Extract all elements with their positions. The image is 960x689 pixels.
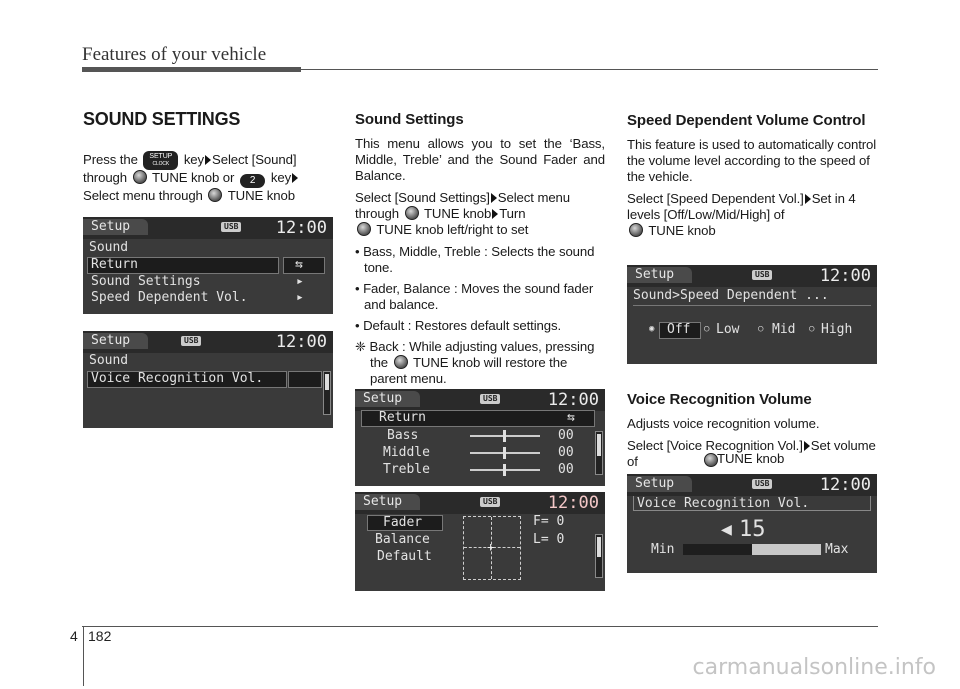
column-speed-dependent <box>627 112 878 239</box>
menu-item-return: Return <box>379 410 426 425</box>
arrow-right-icon <box>292 173 298 183</box>
arrow-right-icon <box>205 155 211 165</box>
menu-item-default: Default <box>377 549 432 564</box>
section-heading: SOUND SETTINGS <box>83 109 241 129</box>
watermark: carmanualsonline.info <box>692 655 936 680</box>
volume-bar-fill <box>683 544 752 555</box>
volume-bar <box>683 544 821 555</box>
menu-item-speed-dependent: Speed Dependent Vol. <box>91 290 248 305</box>
menu-item-voice-recognition: Voice Recognition Vol. <box>91 371 264 386</box>
footer-divider <box>83 626 84 686</box>
fader-value: F= 0 <box>533 514 565 529</box>
list-item: • Bass, Middle, Treble : Selects the sound tone. <box>355 244 595 275</box>
display-screen-fader-balance <box>355 492 605 591</box>
chevron-right-icon: ▸ <box>296 274 304 289</box>
display-screen-speed-dependent <box>627 265 877 364</box>
usb-badge: USB <box>181 336 201 346</box>
usb-badge: USB <box>480 394 500 404</box>
arrow-right-icon <box>492 209 498 219</box>
arrow-right-icon <box>805 194 811 204</box>
column-sound-settings <box>355 111 605 387</box>
return-arrow-icon: ⇆ <box>567 410 575 425</box>
screen-title: Sound>Speed Dependent ... <box>633 288 829 303</box>
tone-value-middle: 00 <box>558 445 574 460</box>
bass-slider-knob <box>503 430 506 442</box>
column-sound-settings-intro <box>83 111 335 204</box>
tune-knob-icon <box>208 188 222 202</box>
header-rule-thin <box>301 69 878 70</box>
return-arrow-icon: ⇆ <box>295 257 303 272</box>
usb-badge: USB <box>221 222 241 232</box>
tune-knob-icon <box>133 170 147 184</box>
display-screen-tone <box>355 389 605 486</box>
tune-knob-icon <box>405 206 419 220</box>
screen-tab: Setup <box>627 267 692 283</box>
screen-clock: 12:00 <box>819 266 871 286</box>
instruction-line-3: Select menu through TUNE knob <box>83 188 295 203</box>
list-item: • Default : Restores default settings. <box>355 318 562 333</box>
section-heading: Speed Dependent Volume Control <box>627 112 866 129</box>
tone-label-treble: Treble <box>383 462 430 477</box>
chevron-right-icon: ▸ <box>296 290 304 305</box>
screen-clock: 12:00 <box>547 390 599 410</box>
option-low: Low <box>716 322 740 337</box>
option-off: Off <box>667 322 691 337</box>
crosshair-icon: + <box>487 540 495 554</box>
volume-min-label: Min <box>651 542 675 557</box>
radio-selected-icon: ◉ <box>649 324 655 334</box>
display-screen-voice-menu <box>83 331 333 428</box>
option-mid: Mid <box>772 322 796 337</box>
screen-scrollbar <box>595 534 603 578</box>
tune-knob-icon <box>357 222 371 236</box>
usb-badge: USB <box>480 497 500 507</box>
screen-tab: Setup <box>83 219 148 235</box>
screen-clock: 12:00 <box>275 218 327 238</box>
screen-scrollbar <box>323 371 331 415</box>
speaker-icon: ◀ <box>721 519 732 540</box>
paragraph: Adjusts voice recognition volume. <box>627 416 820 431</box>
key-2-icon: 2 <box>240 174 265 188</box>
usb-badge: USB <box>752 479 772 489</box>
volume-max-label: Max <box>825 542 849 557</box>
tone-value-treble: 00 <box>558 462 574 477</box>
radio-icon: ○ <box>704 324 710 334</box>
footer-rule <box>82 626 878 627</box>
paragraph: This feature is used to automatically control the volume level according to the speed of the vehicle. <box>627 137 877 184</box>
screen-scrollbar <box>595 431 603 475</box>
option-high: High <box>821 322 853 337</box>
screen-tab: Setup <box>355 494 420 510</box>
menu-item-fader: Fader <box>383 515 423 530</box>
screen-title: Voice Recognition Vol. <box>637 496 810 511</box>
menu-item-balance: Balance <box>375 532 430 547</box>
menu-item-sound-settings: Sound Settings <box>91 274 201 289</box>
back-note: ❈ Back : While adjusting values, pressing the TUNE knob will restore the parent menu. <box>355 339 595 386</box>
paragraph: This menu allows you to set the ‘Bass, Middle, Treble’ and the Sound Fader and Balance. <box>355 136 605 183</box>
section-heading: Voice Recognition Volume <box>627 391 812 408</box>
menu-item-return: Return <box>91 257 138 272</box>
radio-icon: ○ <box>809 324 815 334</box>
return-button-bg <box>283 257 325 274</box>
balance-value: L= 0 <box>533 532 565 547</box>
arrow-right-icon <box>491 193 497 203</box>
tune-knob-icon <box>704 453 718 467</box>
tune-knob-icon <box>629 223 643 237</box>
tone-value-bass: 00 <box>558 428 574 443</box>
display-screen-sound-menu <box>83 217 333 314</box>
screen-clock: 12:00 <box>547 493 599 513</box>
treble-slider-knob <box>503 464 506 476</box>
instruction-line-2: through TUNE knob or 2 key <box>83 170 335 188</box>
tone-label-bass: Bass <box>387 428 419 443</box>
chevron-right-icon <box>288 371 322 388</box>
screen-tab: Setup <box>83 333 148 349</box>
chapter-number: 4 <box>70 628 78 644</box>
instruction-paragraph: Select [Speed Dependent Vol.] Set in 4 levels [Off/Low/Mid/High] of TUNE knob <box>627 191 856 238</box>
header-rule <box>82 67 301 72</box>
instruction-line-1: Press the SETUP CLOCK key Select [Sound] <box>83 151 335 170</box>
instruction-paragraph: Select [Voice Recognition Vol.] Set volume of <box>627 438 876 469</box>
page-number: 182 <box>88 628 112 644</box>
screen-clock: 12:00 <box>275 332 327 352</box>
fader-balance-grid <box>463 516 521 580</box>
arrow-right-icon <box>804 441 810 451</box>
screen-tab: Setup <box>627 476 692 492</box>
list-item: • Fader, Balance : Moves the sound fader and balance. <box>355 281 594 312</box>
radio-icon: ○ <box>758 324 764 334</box>
screen-tab: Setup <box>355 391 420 407</box>
tune-knob-icon <box>394 355 408 369</box>
screen-title: Sound <box>89 240 129 255</box>
tone-label-middle: Middle <box>383 445 430 460</box>
instruction-paragraph: Select [Sound Settings] Select menu through TUNE knob Turn TUNE knob left/right to set <box>355 190 571 237</box>
voice-knob-line: TUNE knob <box>627 451 878 467</box>
page-header-title: Features of your vehicle <box>82 44 267 65</box>
section-heading: Sound Settings <box>355 111 464 128</box>
volume-value: 15 <box>739 517 766 542</box>
display-screen-voice-volume <box>627 474 877 573</box>
screen-title: Sound <box>89 353 129 368</box>
setup-clock-key-icon: SETUP CLOCK <box>143 151 178 170</box>
middle-slider-knob <box>503 447 506 459</box>
usb-badge: USB <box>752 270 772 280</box>
settings-bullets <box>355 244 605 334</box>
screen-clock: 12:00 <box>819 475 871 495</box>
